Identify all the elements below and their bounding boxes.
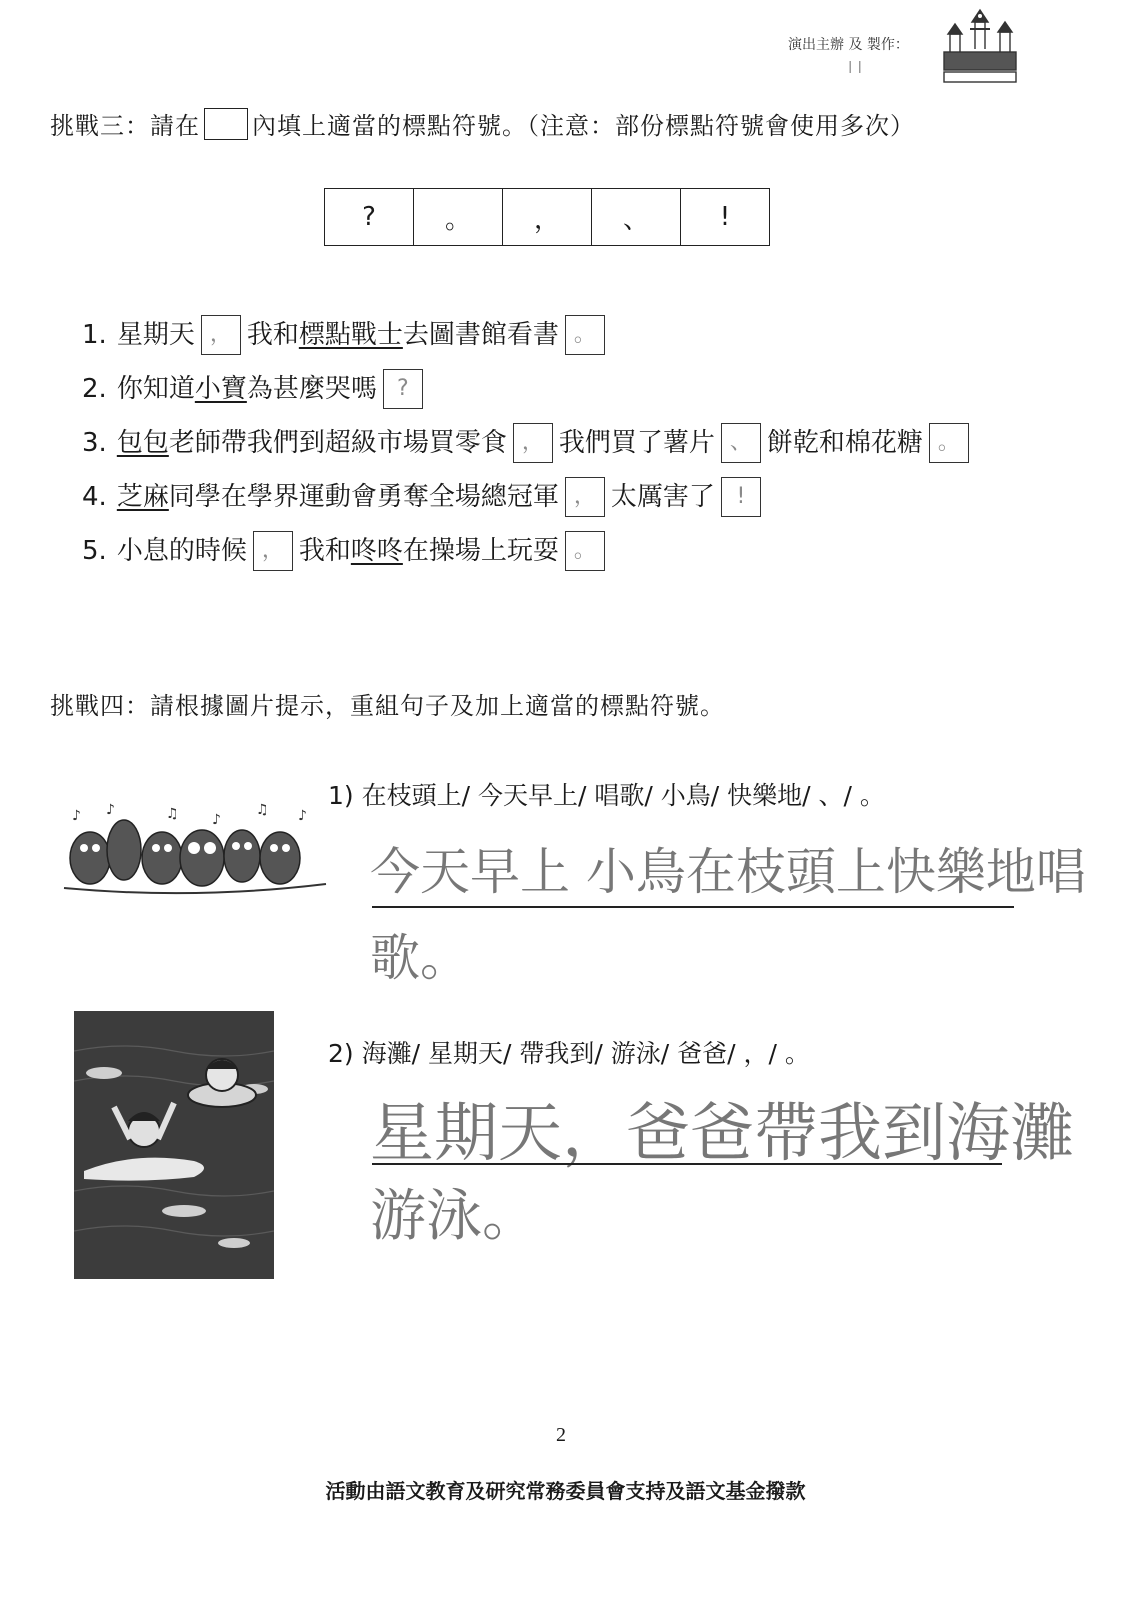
question-text: 小息的時候 <box>116 536 247 566</box>
punctuation-answer-box[interactable]: ? <box>383 369 423 409</box>
question-list <box>82 308 975 578</box>
proper-noun: 芝麻 <box>116 482 169 512</box>
punctuation-options-table <box>324 188 770 246</box>
question-number: 5. <box>82 536 107 566</box>
option-question-mark: ? <box>325 189 414 246</box>
answer-line-2 <box>372 1163 1002 1165</box>
proper-noun: 包包 <box>116 428 169 458</box>
challenge4-instruction: 挑戰四：請根據圖片提示，重組句子及加上適當的標點符號。 <box>50 692 725 720</box>
punctuation-answer-box[interactable]: 。 <box>565 315 605 355</box>
question-number: 1. <box>82 320 107 350</box>
svg-text:♫: ♫ <box>166 806 179 822</box>
answer-2-line1: 星期天，爸爸帶我到海灘 <box>370 1097 1074 1171</box>
swimming-at-beach-illustration <box>74 1011 274 1279</box>
punctuation-answer-box[interactable]: 。 <box>565 531 605 571</box>
svg-text:♫: ♫ <box>256 802 269 818</box>
question-item <box>82 308 975 362</box>
answer-1-line1: 今天早上 小鳥在枝頭上快樂地唱 <box>370 843 1086 901</box>
organizer-label: 演出主辦 及 製作： <box>788 37 909 53</box>
question-item <box>82 470 975 524</box>
question-number: 4. <box>82 482 107 512</box>
page-number: 2 <box>556 1424 566 1446</box>
punctuation-answer-box[interactable]: 、 <box>721 423 761 463</box>
question-text: 為甚麼哭嗎 <box>246 374 377 404</box>
question-text: 我們買了薯片 <box>558 428 715 458</box>
question-text: 在操場上玩耍 <box>402 536 559 566</box>
punctuation-answer-box[interactable]: ， <box>565 477 605 517</box>
option-enumeration-comma: 、 <box>592 189 681 246</box>
question-text: 太厲害了 <box>610 482 715 512</box>
question-text: 老師帶我們到超級市場買零食 <box>168 428 507 458</box>
example-blank-box <box>204 108 248 140</box>
punctuation-answer-box[interactable]: 。 <box>929 423 969 463</box>
answer-2-line2: 游泳。 <box>370 1184 538 1249</box>
option-full-stop: 。 <box>414 189 503 246</box>
question-text: 星期天 <box>116 320 195 350</box>
reorder-prompt-2: 2) 海灘/ 星期天/ 帶我到/ 游泳/ 爸爸/ ，/ 。 <box>328 1039 810 1068</box>
question-text: 去圖書館看書 <box>402 320 559 350</box>
punctuation-answer-box[interactable]: ， <box>513 423 553 463</box>
question-text: 我和 <box>246 320 299 350</box>
svg-text:♪: ♪ <box>298 808 307 824</box>
answer-1-line2: 歌。 <box>370 929 470 987</box>
punctuation-answer-box[interactable]: ! <box>721 477 761 517</box>
punctuation-answer-box[interactable]: ， <box>201 315 241 355</box>
question-number: 2. <box>82 374 107 404</box>
theatre-logo <box>930 4 1030 94</box>
option-comma: ， <box>503 189 592 246</box>
punctuation-answer-box[interactable]: ， <box>253 531 293 571</box>
reorder-prompt-1: 1) 在枝頭上/ 今天早上/ 唱歌/ 小鳥/ 快樂地/ 、/ 。 <box>328 781 885 810</box>
handwritten-mark: l l <box>848 58 862 77</box>
proper-noun: 標點戰士 <box>298 320 403 350</box>
svg-text:♪: ♪ <box>212 812 221 828</box>
question-number: 3. <box>82 428 107 458</box>
svg-text:♪: ♪ <box>106 802 115 818</box>
question-item <box>82 524 975 578</box>
proper-noun: 小寶 <box>194 374 247 404</box>
question-text: 我和 <box>298 536 351 566</box>
question-item <box>82 362 975 416</box>
challenge3-instruction: 挑戰三：請在 內填上適當的標點符號。（注意：部份標點符號會使用多次） <box>50 106 915 141</box>
question-text: 餅乾和棉花糖 <box>766 428 923 458</box>
question-text: 你知道 <box>116 374 195 404</box>
proper-noun: 咚咚 <box>350 536 403 566</box>
svg-text:♪: ♪ <box>72 808 81 824</box>
funding-note: 活動由語文教育及研究常務委員會支持及語文基金撥款 <box>325 1479 806 1503</box>
question-text: 同學在學界運動會勇奪全場總冠軍 <box>168 482 559 512</box>
answer-line-1 <box>372 906 1014 908</box>
question-item <box>82 416 975 470</box>
birds-on-wire-illustration <box>62 800 328 912</box>
option-exclamation-mark: ! <box>681 189 770 246</box>
